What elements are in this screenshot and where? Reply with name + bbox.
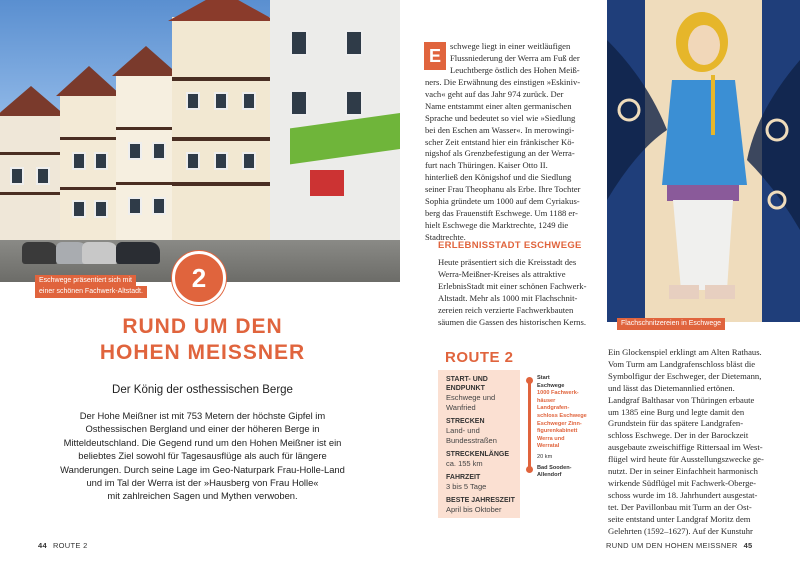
title-line2: HOHEN MEISSNER: [99, 341, 306, 364]
col1-line-3: [450, 65, 600, 77]
text-line: Altstadt. Mehr als 1000 mit Flachschnit-: [438, 292, 578, 303]
text-line: Landgraf Balthasar von Thüringen erbaute: [608, 394, 755, 405]
text-line: wirkende Südflügel mit Fachwerk-Oberge-: [608, 477, 757, 488]
text-line: Sprache und bedeutet so viel wie »Siedlung: [425, 112, 576, 123]
text-line: seiner Frau Theophanu als Erbe. Ihre Tochter: [425, 184, 581, 195]
route-distance: 20 km: [537, 453, 553, 460]
route-stop: Eschweger Zinn-: [537, 420, 582, 427]
text-line: um 1385 eine Burg und legte damit den: [608, 406, 745, 417]
text-line: Leuchtberge östlich des Hohen Meiß-: [450, 65, 580, 75]
text-line: Ein Glockenspiel erklingt am Alten Rathaus.: [608, 347, 762, 357]
fact-value: ca. 155 km: [446, 459, 483, 468]
route-box-title: ROUTE 2: [445, 349, 514, 366]
text-line: flügel wird heute für Ausstellungszwecke ge-: [608, 454, 764, 465]
text-line: furt nach Thüringen. Kaiser Otto II.: [425, 160, 548, 171]
route-timeline: [537, 375, 605, 480]
text-line: ErlebnisStadt mit einer schönen Fachwerk-: [438, 280, 587, 291]
page-title: [60, 314, 345, 366]
text-line: Symbolfigur der Eschweger, der Dietemann,: [608, 370, 762, 381]
text-line: hielt Eschwege die Marktrechte, 1249 die: [425, 219, 569, 230]
col2-paragraph: [608, 347, 788, 538]
text-line: Grundstein für das spätere Landgrafen-: [608, 418, 744, 429]
right-footer: [606, 541, 759, 550]
intro-line: Osthessischen Bergland und einer der höheren Berge in: [85, 423, 320, 435]
carving-photo: [607, 0, 800, 322]
route-end-line1: Bad Sooden-: [537, 464, 572, 471]
col1-first-lines: [450, 41, 600, 65]
text-line: nutzt. Der in seiner Einfachheit harmonisch: [608, 466, 758, 477]
text-line: bei den Eschen am Wasser«. In merowingi-: [425, 124, 575, 135]
route-stop: Werratal: [537, 443, 560, 450]
text-line: schloss Eschwege. Der in der Barockzeit: [608, 430, 749, 441]
page-subtitle: Der König der osthessischen Berge: [112, 384, 293, 396]
fact-label: START- UND ENDPUNKT: [446, 376, 488, 392]
text-line: Werra-Meißner-Kreises als attraktive: [438, 268, 566, 279]
right-running-head: RUND UM DEN HOHEN MEISSNER: [606, 541, 738, 550]
text-line: scher Zeit entstand hier ein fränkischer Kö-: [425, 136, 575, 147]
route-start: Eschwege: [537, 382, 565, 389]
text-line: ners. Die Erwähnung des einstigen »Eskiniv-: [425, 77, 581, 87]
text-line: Stadtrechte.: [425, 231, 466, 242]
left-footer: [32, 541, 88, 550]
street-photo: [0, 0, 400, 282]
fact-label: STRECKEN: [446, 418, 485, 425]
text-line: Heute präsentiert sich die Kreisstadt des: [438, 257, 577, 267]
left-running-head: ROUTE 2: [52, 541, 88, 550]
drop-cap: E: [424, 42, 446, 70]
fact-value: Land- und Bundesstraßen: [446, 426, 497, 445]
fact-label: FAHRZEIT: [446, 474, 481, 481]
text-line: seite entstand unter Landgraf Moritz dem: [608, 513, 751, 524]
text-line: säumen die Gassen des historischen Kerns.: [438, 316, 586, 327]
left-page-number: 44: [38, 541, 47, 550]
fact-value: April bis Oktober: [446, 505, 502, 514]
text-line: Gelehrten (1592–1627). Auf der Kunstuhr: [608, 525, 753, 536]
intro-line: Der Hohe Meißner ist mit 753 Metern der höchste Gipfel im: [79, 410, 326, 421]
text-line: Sophia gründete um 1000 auf dem Cyriakus-: [425, 196, 580, 207]
route-stop: schloss Eschwege: [537, 412, 587, 419]
intro-line: Wanderungen. Durch seine Lage im Geo-Naturpark Frau-Holle-Land: [60, 463, 345, 475]
text-line: berg das Frauenstift Eschwege. Um 1188 er-: [425, 207, 578, 218]
text-line: tet. Der Pavillonbau mit Turm an der Ost-: [608, 501, 752, 512]
fact-value: Eschwege und Wanfried: [446, 393, 496, 412]
text-line: hinterließ den Königshof und die Siedlung: [425, 172, 572, 183]
route-stop: häuser: [537, 397, 556, 404]
text-line: und lässt das Dietemannlied ertönen.: [608, 382, 735, 393]
intro-line: und im Tal der Werra ist der »Hausberg von Frau Holle«: [86, 477, 319, 489]
text-line: Flussniederung der Werra am Fuß der: [450, 52, 580, 63]
route-start-dot: [526, 377, 533, 384]
fact-label: BESTE JAHRESZEIT: [446, 497, 515, 504]
intro-line: beliebtes Ziel sowohl für Tagesausflüge als auch für längere: [78, 450, 327, 462]
fact-label: STRECKENLÄNGE: [446, 451, 510, 458]
route-stop: Landgrafen-: [537, 405, 570, 412]
route-facts: [446, 375, 521, 519]
erlebnis-paragraph: [438, 257, 608, 328]
text-line: ausgebaute zweischiffige Rittersaal im West-: [608, 442, 763, 453]
route-stop: Werra und: [537, 435, 565, 442]
text-line: Vom Turm am Landgrafenschloss bläst die: [608, 358, 756, 369]
route-number-badge: 2: [172, 251, 226, 305]
section-heading: ERLEBNISSTADT ESCHWEGE: [438, 240, 582, 251]
intro-line: mit zahlreichen Sagen und Mythen verwoben.: [107, 490, 298, 502]
intro-paragraph: [50, 409, 355, 503]
text-line: zereien reich verzierte Fachwerkbauten: [438, 304, 574, 315]
street-photo-caption-line2: einer schönen Fachwerk-Altstadt.: [35, 286, 147, 298]
fact-value: 3 bis 5 Tage: [446, 482, 487, 491]
route-end-line2: Allendorf: [537, 472, 562, 479]
route-stop: figurenkabinett: [537, 428, 578, 435]
text-line: schoss wurde im 18. Jahrhundert ausgestat-: [608, 489, 758, 500]
col1-paragraph: [425, 77, 601, 244]
text-line: schwege liegt in einer weitläufigen: [450, 41, 571, 51]
text-line: Name entstammt einer alten germanischen: [425, 100, 572, 111]
carving-photo-caption: Flachschnitzereien in Eschwege: [617, 318, 725, 330]
text-line: vach« geht auf das Jahr 974 zurück. Der: [425, 88, 564, 99]
carved-figure-illustration: [607, 0, 800, 322]
route-stop: 1000 Fachwerk-: [537, 390, 579, 397]
text-line: nigshof als Grenzbefestigung an der Werra-: [425, 148, 575, 159]
route-end-dot: [526, 466, 533, 473]
title-line1: RUND UM DEN: [122, 315, 283, 338]
right-page-number: 45: [743, 541, 753, 550]
intro-line: Mitteldeutschland. Die Gegend rund um den Hohen Meißner ist ein: [63, 436, 342, 448]
route-timeline-line: [528, 381, 531, 469]
route-start-label: Start: [537, 375, 550, 381]
street-photo-caption-line1: Eschwege präsentiert sich mit: [35, 275, 136, 287]
